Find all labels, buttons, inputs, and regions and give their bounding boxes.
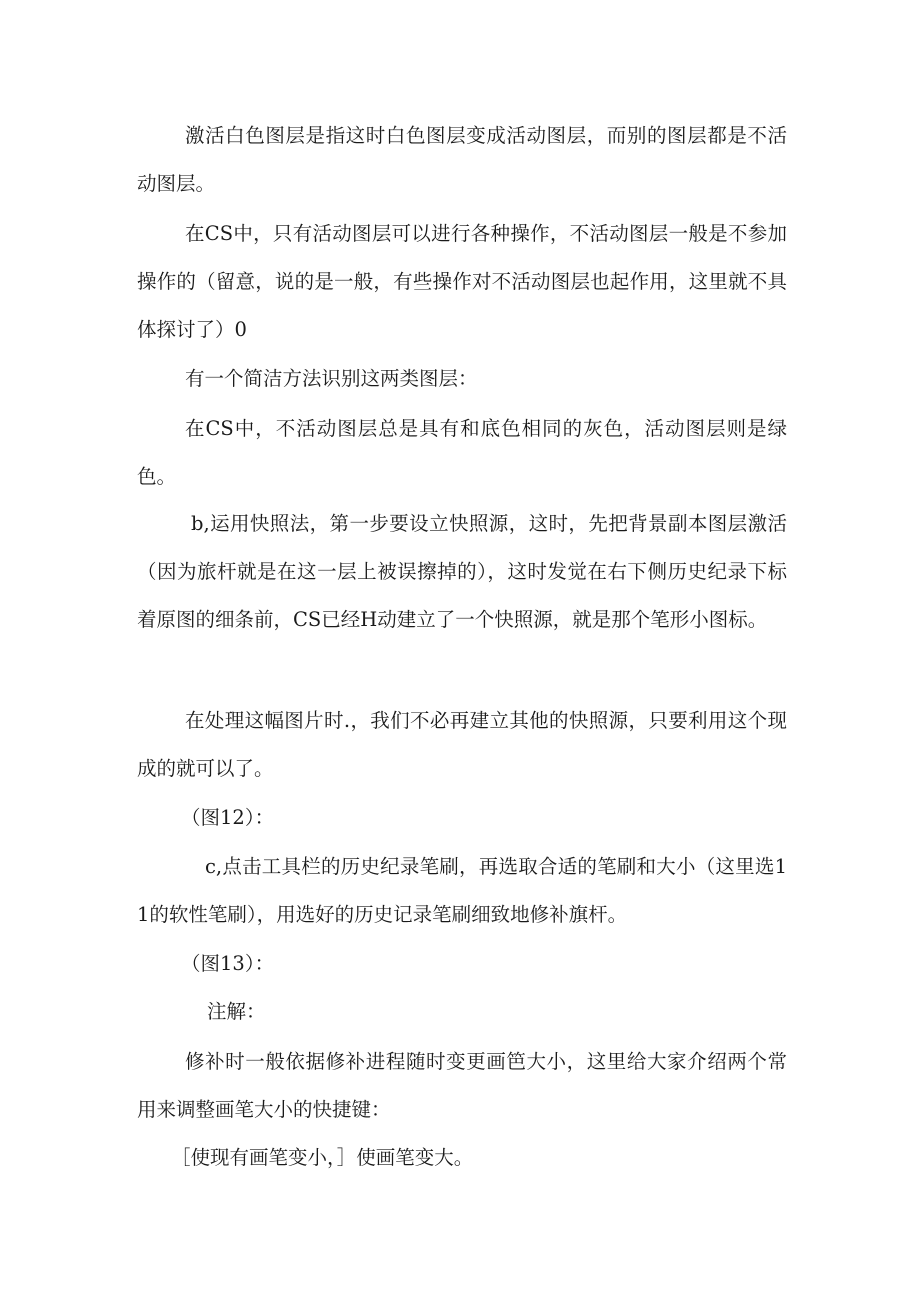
paragraph-layer-colors: 在CS中，不活动图层总是具有和底色相同的灰色，活动图层则是绿色。 — [137, 417, 787, 488]
paragraph-bracket-keys: ［使现有画笔变小，］使画笔变大。 — [171, 1146, 474, 1169]
paragraph-identify-layers: 有一个简洁方法识别这两类图层： — [185, 367, 478, 390]
figure-caption-13: （图13）： — [181, 952, 275, 975]
paragraph-brush-size-shortcuts: 修补时一般依据修补进程随时变更画笆大小，这里给大家介绍两个常用来调整画笔大小的快捷键： — [137, 1050, 787, 1121]
paragraph-history-brush: c,点击工具栏的历史纪录笔刷，再选取合适的笔刷和大小（这里选11的软性笔刷），用选好的历史记录笔刷细致地修补旗杆。 — [137, 855, 787, 926]
paragraph-activate-white-layer: 激活白色图层是指这时白色图层变成活动图层，而别的图层都是不活动图层。 — [137, 124, 787, 195]
paragraph-use-existing-snapshot: 在处理这幅图片时.，我们不必再建立其他的快照源，只要利用这个现成的就可以了。 — [137, 709, 787, 780]
note-heading: 注解： — [207, 1000, 266, 1023]
paragraph-snapshot-method: b,运用快照法，第一步要设立快照源，这时，先把背景副本图层激活（因为旅杆就是在这一层上被误擦掉的），这时发觉在右下侧历史纪录下标着原图的细条前，CS已经H动建立了一个快照源，就是那个笔形小图标。 — [137, 512, 787, 631]
paragraph-active-layer-operations: 在CS中，只有活动图层可以进行各种操作，不活动图层一般是不参加操作的（留意，说的是一般，有些操作对不活动图层也起作用，这里就不具体探讨了）0 — [137, 222, 787, 341]
figure-caption-12: （图12）： — [181, 806, 275, 829]
